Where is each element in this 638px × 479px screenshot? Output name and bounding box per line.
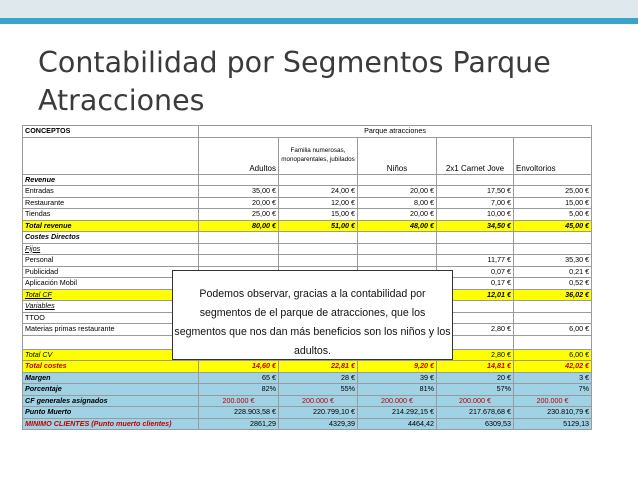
cell: 48,00 € bbox=[358, 220, 437, 232]
row-punto-muerto bbox=[23, 407, 592, 419]
annotation-callout: Podemos observar, gracias a la contabilidad por segmentos de el parque de atracciones, que los segmentos que nos dan más beneficios son los niños y los adultos. bbox=[172, 270, 453, 360]
cell: 0,17 € bbox=[437, 278, 514, 290]
cell bbox=[514, 232, 592, 244]
cell: 200.000 € bbox=[437, 395, 514, 407]
cell: 55% bbox=[279, 384, 358, 396]
cell: 51,00 € bbox=[279, 220, 358, 232]
cell bbox=[358, 174, 437, 186]
cell: 9,20 € bbox=[358, 361, 437, 373]
row-fijos bbox=[23, 243, 592, 255]
cell: 7,00 € bbox=[437, 197, 514, 209]
cell bbox=[514, 243, 592, 255]
cell: 36,02 € bbox=[514, 289, 592, 301]
header-col-familias: Familia numerosas, monoparentales, jubilados bbox=[279, 137, 358, 174]
header-col-carnet-jove: 2x1 Carnet Jove bbox=[437, 137, 514, 174]
cell: 200.000 € bbox=[279, 395, 358, 407]
cell: 12,00 € bbox=[279, 197, 358, 209]
cell: 6,00 € bbox=[514, 349, 592, 361]
row-label: Materias primas restaurante bbox=[23, 324, 199, 336]
row-label: Margen bbox=[23, 372, 199, 384]
cell: 15,00 € bbox=[279, 209, 358, 221]
cell: 20,00 € bbox=[358, 186, 437, 198]
row-label: Tiendas bbox=[23, 209, 199, 221]
row-cf-generales bbox=[23, 395, 592, 407]
cell: 230.810,79 € bbox=[514, 407, 592, 419]
cell: 24,00 € bbox=[279, 186, 358, 198]
cell: 0,21 € bbox=[514, 266, 592, 278]
cell: 12,01 € bbox=[437, 289, 514, 301]
row-label: Porcentaje bbox=[23, 384, 199, 396]
row-label: Aplicación Mobil bbox=[23, 278, 199, 290]
cell bbox=[437, 232, 514, 244]
cell bbox=[514, 335, 592, 349]
cell bbox=[279, 255, 358, 267]
cell: 20 € bbox=[437, 372, 514, 384]
row-revenue-heading bbox=[23, 174, 592, 186]
row-label: Total CF bbox=[23, 289, 199, 301]
row-costes-directos bbox=[23, 232, 592, 244]
cell: 14,60 € bbox=[199, 361, 279, 373]
cell bbox=[279, 232, 358, 244]
row-label: Variables bbox=[23, 301, 199, 313]
row-label: Revenue bbox=[23, 174, 199, 186]
row-label: Total revenue bbox=[23, 220, 199, 232]
cell: 45,00 € bbox=[514, 220, 592, 232]
row-tiendas bbox=[23, 209, 592, 221]
cell bbox=[199, 232, 279, 244]
cell bbox=[279, 243, 358, 255]
cell: 10,00 € bbox=[437, 209, 514, 221]
cell: 28 € bbox=[279, 372, 358, 384]
header-col-envoltorios: Envoltorios bbox=[514, 137, 592, 174]
row-minimo-clientes bbox=[23, 418, 592, 430]
cell: 4329,39 bbox=[279, 418, 358, 430]
row-label: MINIMO CLIENTES (Punto muerto clientes) bbox=[23, 418, 199, 430]
row-label: TTOO bbox=[23, 312, 199, 324]
cell: 25,00 € bbox=[514, 186, 592, 198]
cell: 14,81 € bbox=[437, 361, 514, 373]
cell bbox=[358, 255, 437, 267]
cell bbox=[199, 174, 279, 186]
cell: 200.000 € bbox=[199, 395, 279, 407]
row-label: Restaurante bbox=[23, 197, 199, 209]
cell: 34,50 € bbox=[437, 220, 514, 232]
cell: 42,02 € bbox=[514, 361, 592, 373]
row-restaurante bbox=[23, 197, 592, 209]
cell: 25,00 € bbox=[199, 209, 279, 221]
cell: 2,80 € bbox=[437, 349, 514, 361]
row-total-costes bbox=[23, 361, 592, 373]
cell: 39 € bbox=[358, 372, 437, 384]
cell bbox=[199, 255, 279, 267]
cell: 81% bbox=[358, 384, 437, 396]
row-label: Punto Muerto bbox=[23, 407, 199, 419]
cell: 82% bbox=[199, 384, 279, 396]
cell: 217.678,68 € bbox=[437, 407, 514, 419]
row-label: Costes Directos bbox=[23, 232, 199, 244]
cell bbox=[199, 243, 279, 255]
cell: 2861,29 bbox=[199, 418, 279, 430]
row-margen bbox=[23, 372, 592, 384]
cell: 0,07 € bbox=[437, 266, 514, 278]
cell: 20,00 € bbox=[199, 197, 279, 209]
cell: 200.000 € bbox=[358, 395, 437, 407]
cell: 22,81 € bbox=[279, 361, 358, 373]
cell: 6,00 € bbox=[514, 324, 592, 336]
cell: 20,00 € bbox=[358, 209, 437, 221]
cell: 0,52 € bbox=[514, 278, 592, 290]
cell: 7% bbox=[514, 384, 592, 396]
row-label: Entradas bbox=[23, 186, 199, 198]
cell bbox=[514, 301, 592, 313]
slide-top-bar bbox=[0, 0, 638, 24]
header-group: Parque atracciones bbox=[199, 126, 592, 138]
cell bbox=[514, 312, 592, 324]
cell: 80,00 € bbox=[199, 220, 279, 232]
row-total-revenue bbox=[23, 220, 592, 232]
cell: 35,30 € bbox=[514, 255, 592, 267]
header-conceptos: CONCEPTOS bbox=[23, 126, 199, 138]
row-entradas bbox=[23, 186, 592, 198]
cell bbox=[358, 232, 437, 244]
row-label: Total costes bbox=[23, 361, 199, 373]
header-row-top bbox=[23, 126, 592, 138]
row-label: CF generales asignados bbox=[23, 395, 199, 407]
cell: 8,00 € bbox=[358, 197, 437, 209]
cell bbox=[437, 174, 514, 186]
slide-top-stripe bbox=[0, 18, 638, 24]
header-col-ninos: Niños bbox=[358, 137, 437, 174]
cell: 5129,13 bbox=[514, 418, 592, 430]
row-porcentaje bbox=[23, 384, 592, 396]
row-label: Total CV bbox=[23, 349, 199, 361]
row-label: Fijos bbox=[23, 243, 199, 255]
header-row-cols bbox=[23, 137, 592, 174]
row-label: Publicidad bbox=[23, 266, 199, 278]
cell bbox=[514, 174, 592, 186]
cell bbox=[437, 243, 514, 255]
header-col-adultos: Adultos bbox=[199, 137, 279, 174]
cell: 15,00 € bbox=[514, 197, 592, 209]
slide-title: Contabilidad por Segmentos Parque Atracciones bbox=[38, 46, 551, 117]
cell: 200.000 € bbox=[514, 395, 592, 407]
cell: 220.799,10 € bbox=[279, 407, 358, 419]
cell: 2,80 € bbox=[437, 324, 514, 336]
cell: 214.292,15 € bbox=[358, 407, 437, 419]
cell: 4464,42 bbox=[358, 418, 437, 430]
cell: 65 € bbox=[199, 372, 279, 384]
header-blank bbox=[23, 137, 199, 174]
cell: 17,50 € bbox=[437, 186, 514, 198]
cell: 6309,53 bbox=[437, 418, 514, 430]
cell: 35,00 € bbox=[199, 186, 279, 198]
cell: 228.903,58 € bbox=[199, 407, 279, 419]
cell: 11,77 € bbox=[437, 255, 514, 267]
row-label: Personal bbox=[23, 255, 199, 267]
cell: 57% bbox=[437, 384, 514, 396]
cell bbox=[279, 174, 358, 186]
row-personal bbox=[23, 255, 592, 267]
cell bbox=[358, 243, 437, 255]
cell: 3 € bbox=[514, 372, 592, 384]
cell: 5,00 € bbox=[514, 209, 592, 221]
